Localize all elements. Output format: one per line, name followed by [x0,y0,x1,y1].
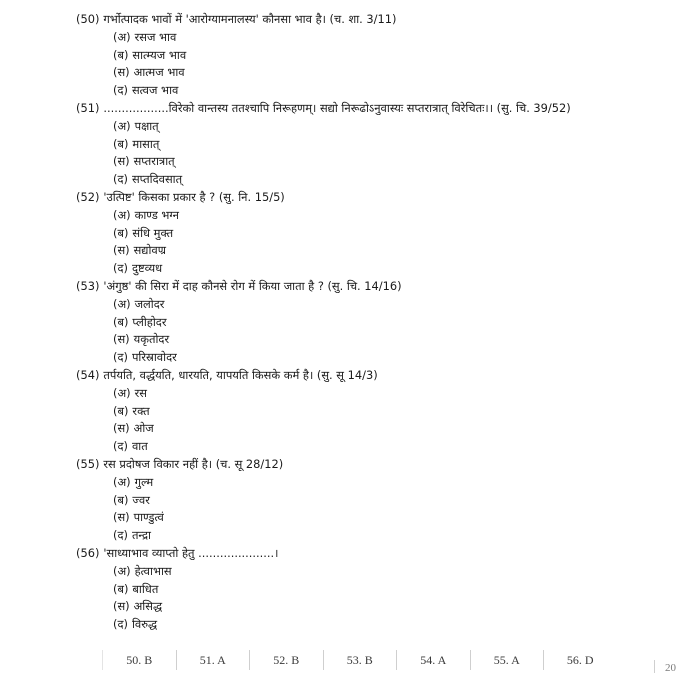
question-text: ..................विरेको वान्तस्य ततश्चापि निरूहणम्। सद्यो निरूढोऽनुवास्यः सप्तरात्रात् विरेचितः।। (सु. चि. 39/52) [103,100,571,115]
question-number: (54) [76,367,100,382]
question-stem [76,11,666,29]
option-text: वात [131,439,148,454]
question-number: (52) [76,189,100,204]
option-text: प्लीहोदर [132,314,167,329]
option-text: तन्द्रा [131,528,151,543]
option-d [113,438,666,456]
option-text: दुष्टव्यध [131,261,163,276]
answer-key-item: 54. A [396,650,470,670]
option-text: रस [134,385,147,400]
option-a [113,29,666,47]
option-label: (ब) [113,136,129,151]
question-number: (53) [76,278,100,293]
option-text: ज्वर [132,492,150,507]
answer-key-item: 52. B [249,650,323,670]
option-list [113,29,666,100]
option-label: (अ) [113,474,131,489]
answer-key-item: 53. B [323,650,397,670]
question-stem [76,367,666,385]
question-53 [76,278,666,367]
option-c [113,153,666,171]
option-list [113,385,666,456]
option-label: (द) [113,83,128,98]
option-text: गुल्म [134,474,154,489]
option-b [113,581,666,599]
option-label: (स) [113,154,130,169]
option-c [113,420,666,438]
option-label: (द) [113,261,128,276]
option-label: (स) [113,332,130,347]
answer-key-item: 56. D [543,650,617,670]
option-label: (ब) [113,403,129,418]
question-51 [76,100,666,189]
option-label: (अ) [113,385,131,400]
option-c [113,331,666,349]
option-text: संधि मुक्त [132,225,174,240]
option-text: सप्तरात्रात् [133,154,175,169]
question-number: (50) [76,12,100,26]
option-c [113,509,666,527]
option-label: (स) [113,243,130,258]
answer-key-item: 50. B [102,650,176,670]
option-text: सात्म्यज भाव [132,47,187,62]
question-52 [76,189,666,278]
option-b [113,403,666,421]
question-number: (56) [76,545,100,560]
option-text: काण्ड भग्न [134,207,179,222]
answer-key-item: 51. A [176,650,250,670]
question-stem [76,100,666,118]
option-label: (द) [113,172,128,187]
question-54 [76,367,666,456]
option-label: (ब) [113,314,129,329]
option-a [113,118,666,136]
option-d [113,171,666,189]
option-b [113,225,666,243]
option-label: (द) [113,350,128,365]
option-d [113,616,666,634]
option-label: (ब) [113,581,129,596]
option-a [113,385,666,403]
option-list [113,296,666,367]
option-label: (स) [113,421,130,436]
question-number: (55) [76,456,100,471]
option-b [113,314,666,332]
option-label: (स) [113,65,130,80]
option-b [113,492,666,510]
question-text: 'उत्पिष्ट' किसका प्रकार है ? (सु. नि. 15/5) [103,189,285,204]
question-stem [76,278,666,296]
question-stem [76,545,666,563]
option-text: आत्मज भाव [133,65,185,80]
option-c [113,598,666,616]
option-label: (अ) [113,207,131,222]
option-a [113,207,666,225]
question-list [76,11,666,634]
option-label: (ब) [113,492,129,507]
option-list [113,118,666,189]
question-text: गर्भोत्पादक भावों में 'आरोग्यामनालस्य' कौनसा भाव है। (च. शा. 3/11) [103,12,397,26]
option-label: (अ) [113,563,131,578]
option-d [113,260,666,278]
option-a [113,563,666,581]
option-text: सद्योवण्र [133,243,166,258]
question-number: (51) [76,100,100,115]
option-list [113,563,666,634]
option-b [113,47,666,65]
option-label: (स) [113,510,130,525]
question-56 [76,545,666,634]
option-a [113,296,666,314]
option-text: पक्षात् [134,118,159,133]
option-text: सत्वज भाव [131,83,179,98]
question-text: तर्पयति, वर्द्धयति, धारयति, यापयति किसके कर्म है। (सु. सू 14/3) [103,367,378,382]
question-text: रस प्रदोषज विकार नहीं है। (च. सू 28/12) [103,456,284,471]
option-d [113,82,666,100]
option-label: (द) [113,439,128,454]
option-text: पाण्डुत्वं [133,510,164,525]
option-label: (ब) [113,47,129,62]
option-a [113,474,666,492]
option-b [113,136,666,154]
option-text: मासात् [132,136,160,151]
option-text: यकृतोदर [133,332,170,347]
option-c [113,64,666,82]
question-text: 'साध्याभाव व्याप्तो हेतु .....................। [103,545,279,560]
answer-key-row [102,650,680,670]
option-text: परिस्रावोदर [131,350,177,365]
option-text: रक्त [132,403,150,418]
option-label: (द) [113,617,128,632]
option-label: (ब) [113,225,129,240]
option-c [113,242,666,260]
option-d [113,527,666,545]
option-label: (अ) [113,296,131,311]
option-label: (अ) [113,118,131,133]
option-text: बाधित [132,581,159,596]
question-50 [76,11,666,100]
page-number: 20 [654,660,676,673]
option-label: (द) [113,528,128,543]
option-label: (अ) [113,29,131,44]
option-text: सप्तदिवसात् [131,172,183,187]
option-text: रसज भाव [134,29,177,44]
option-text: असिद्ध [133,599,163,614]
option-text: जलोदर [134,296,165,311]
option-label: (स) [113,599,130,614]
option-list [113,474,666,545]
question-text: 'अंगुष्ठ' की सिरा में दाह कौनसे रोग में किया जाता है ? (सु. चि. 14/16) [103,278,402,293]
option-text: हेत्वाभास [134,563,172,578]
question-stem [76,456,666,474]
question-55 [76,456,666,545]
option-text: विरुद्ध [131,617,158,632]
question-stem [76,189,666,207]
option-d [113,349,666,367]
option-text: ओज [133,421,154,436]
answer-key-item: 55. A [470,650,544,670]
option-list [113,207,666,278]
